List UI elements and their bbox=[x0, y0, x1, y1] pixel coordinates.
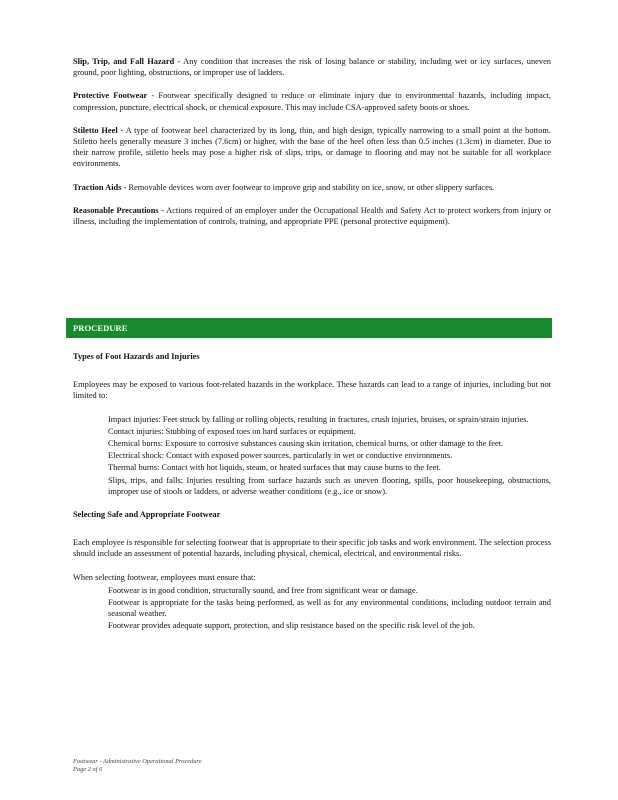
definition-term: Traction Aids bbox=[73, 182, 122, 192]
selection-criteria-list bbox=[73, 585, 551, 632]
list-item: Footwear is appropriate for the tasks being performed, as well as for any environmental conditions, including outdoor terrain and seasonal weather. bbox=[108, 598, 551, 619]
definition-stiletto-heel bbox=[73, 125, 551, 170]
procedure-banner: PROCEDURE bbox=[66, 318, 552, 338]
list-item: Impact injuries: Feet struck by falling or rolling objects, resulting in fractures, crush injuries, bruises, or sprain/strain injuries. bbox=[108, 414, 529, 424]
types-heading: Types of Foot Hazards and Injuries bbox=[73, 352, 200, 361]
definition-term: Reasonable Precautions bbox=[73, 205, 159, 215]
selecting-para-2: When selecting footwear, employees must ensure that: bbox=[73, 572, 256, 582]
definition-text: - Removable devices worn over footwear to improve grip and stability on ice, snow, or other slippery surfaces. bbox=[121, 182, 495, 192]
hazard-list bbox=[73, 414, 551, 497]
footer-title: Footwear - Administrative Operational Procedure bbox=[73, 758, 202, 765]
definition-reasonable-precautions bbox=[73, 205, 551, 227]
list-item: Electrical shock: Contact with exposed power sources, particularly in wet or conductive environments. bbox=[108, 451, 453, 461]
definition-term: Protective Footwear bbox=[73, 91, 148, 101]
list-item: Footwear is in good condition, structurally sound, and free from significant wear or damage. bbox=[108, 585, 418, 595]
types-intro: Employees may be exposed to various foot-related hazards in the workplace. These hazards can lead to a range of injuries, including but not limited to: bbox=[73, 380, 551, 401]
definitions-section bbox=[73, 56, 551, 239]
page-footer bbox=[73, 758, 202, 774]
list-item: Contact injuries: Stubbing of exposed toes on hard surfaces or equipment. bbox=[108, 426, 356, 436]
definition-term: Slip, Trip, and Fall Hazard bbox=[73, 57, 175, 66]
definition-term: Stiletto Heel bbox=[73, 125, 118, 135]
procedure-section bbox=[73, 351, 551, 644]
definition-protective-footwear bbox=[73, 90, 551, 112]
definition-text: - Footwear specifically designed to reduce or eliminate injury due to environmental hazards, including impact, compression, puncture, electrical shock, or chemical exposure. This may include CSA-approved safety boots or shoes. bbox=[73, 91, 551, 112]
definition-text: - Actions required of an employer under the Occupational Health and Safety Act to protect workers from injury or illness, including the implementation of controls, training, and appropriate PPE (personal protective equipment). bbox=[73, 205, 551, 227]
footer-page-number: Page 2 of 6 bbox=[73, 766, 103, 773]
definition-slip-trip-fall bbox=[73, 56, 551, 78]
definition-text: - A type of footwear heel characterized by its long, thin, and high design, typically narrowing to a small point at the bottom. Stiletto heels generally measure 3 inches (7.6cm) or higher, with the base of the heel often less than 0.5 inches (1.3cm) in diameter. Due to their narrow profile, stiletto heels may pose a higher risk of slips, trips, or damage to flooring and may not be suitable for all workplace environments. bbox=[73, 125, 551, 169]
definition-traction-aids bbox=[73, 182, 551, 193]
list-item: Slips, trips, and falls: Injuries resulting from surface hazards such as uneven flooring, spills, poor housekeeping, obstructions, improper use of stools or ladders, or adverse weather conditions (e.g., ice or snow). bbox=[108, 475, 551, 496]
list-item: Chemical burns: Exposure to corrosive substances causing skin irritation, chemical burns, or other damage to the feet. bbox=[108, 439, 504, 449]
definition-text: - Any condition that increases the risk of losing balance or stability, including wet or icy surfaces, uneven ground, poor lighting, obstructions, or improper use of ladders. bbox=[73, 57, 551, 78]
selecting-heading: Selecting Safe and Appropriate Footwear bbox=[73, 510, 221, 520]
list-item: Footwear provides adequate support, protection, and slip resistance based on the specific risk level of the job. bbox=[108, 621, 475, 631]
list-item: Thermal burns: Contact with hot liquids, steam, or heated surfaces that may cause burns to the feet. bbox=[108, 463, 441, 473]
selecting-para-1: Each employee is responsible for selecting footwear that is appropriate to their specific job tasks and work environment. The selection process should include an assessment of potential hazards, including physical, chemical, electrical, and environmental risks. bbox=[73, 538, 551, 559]
